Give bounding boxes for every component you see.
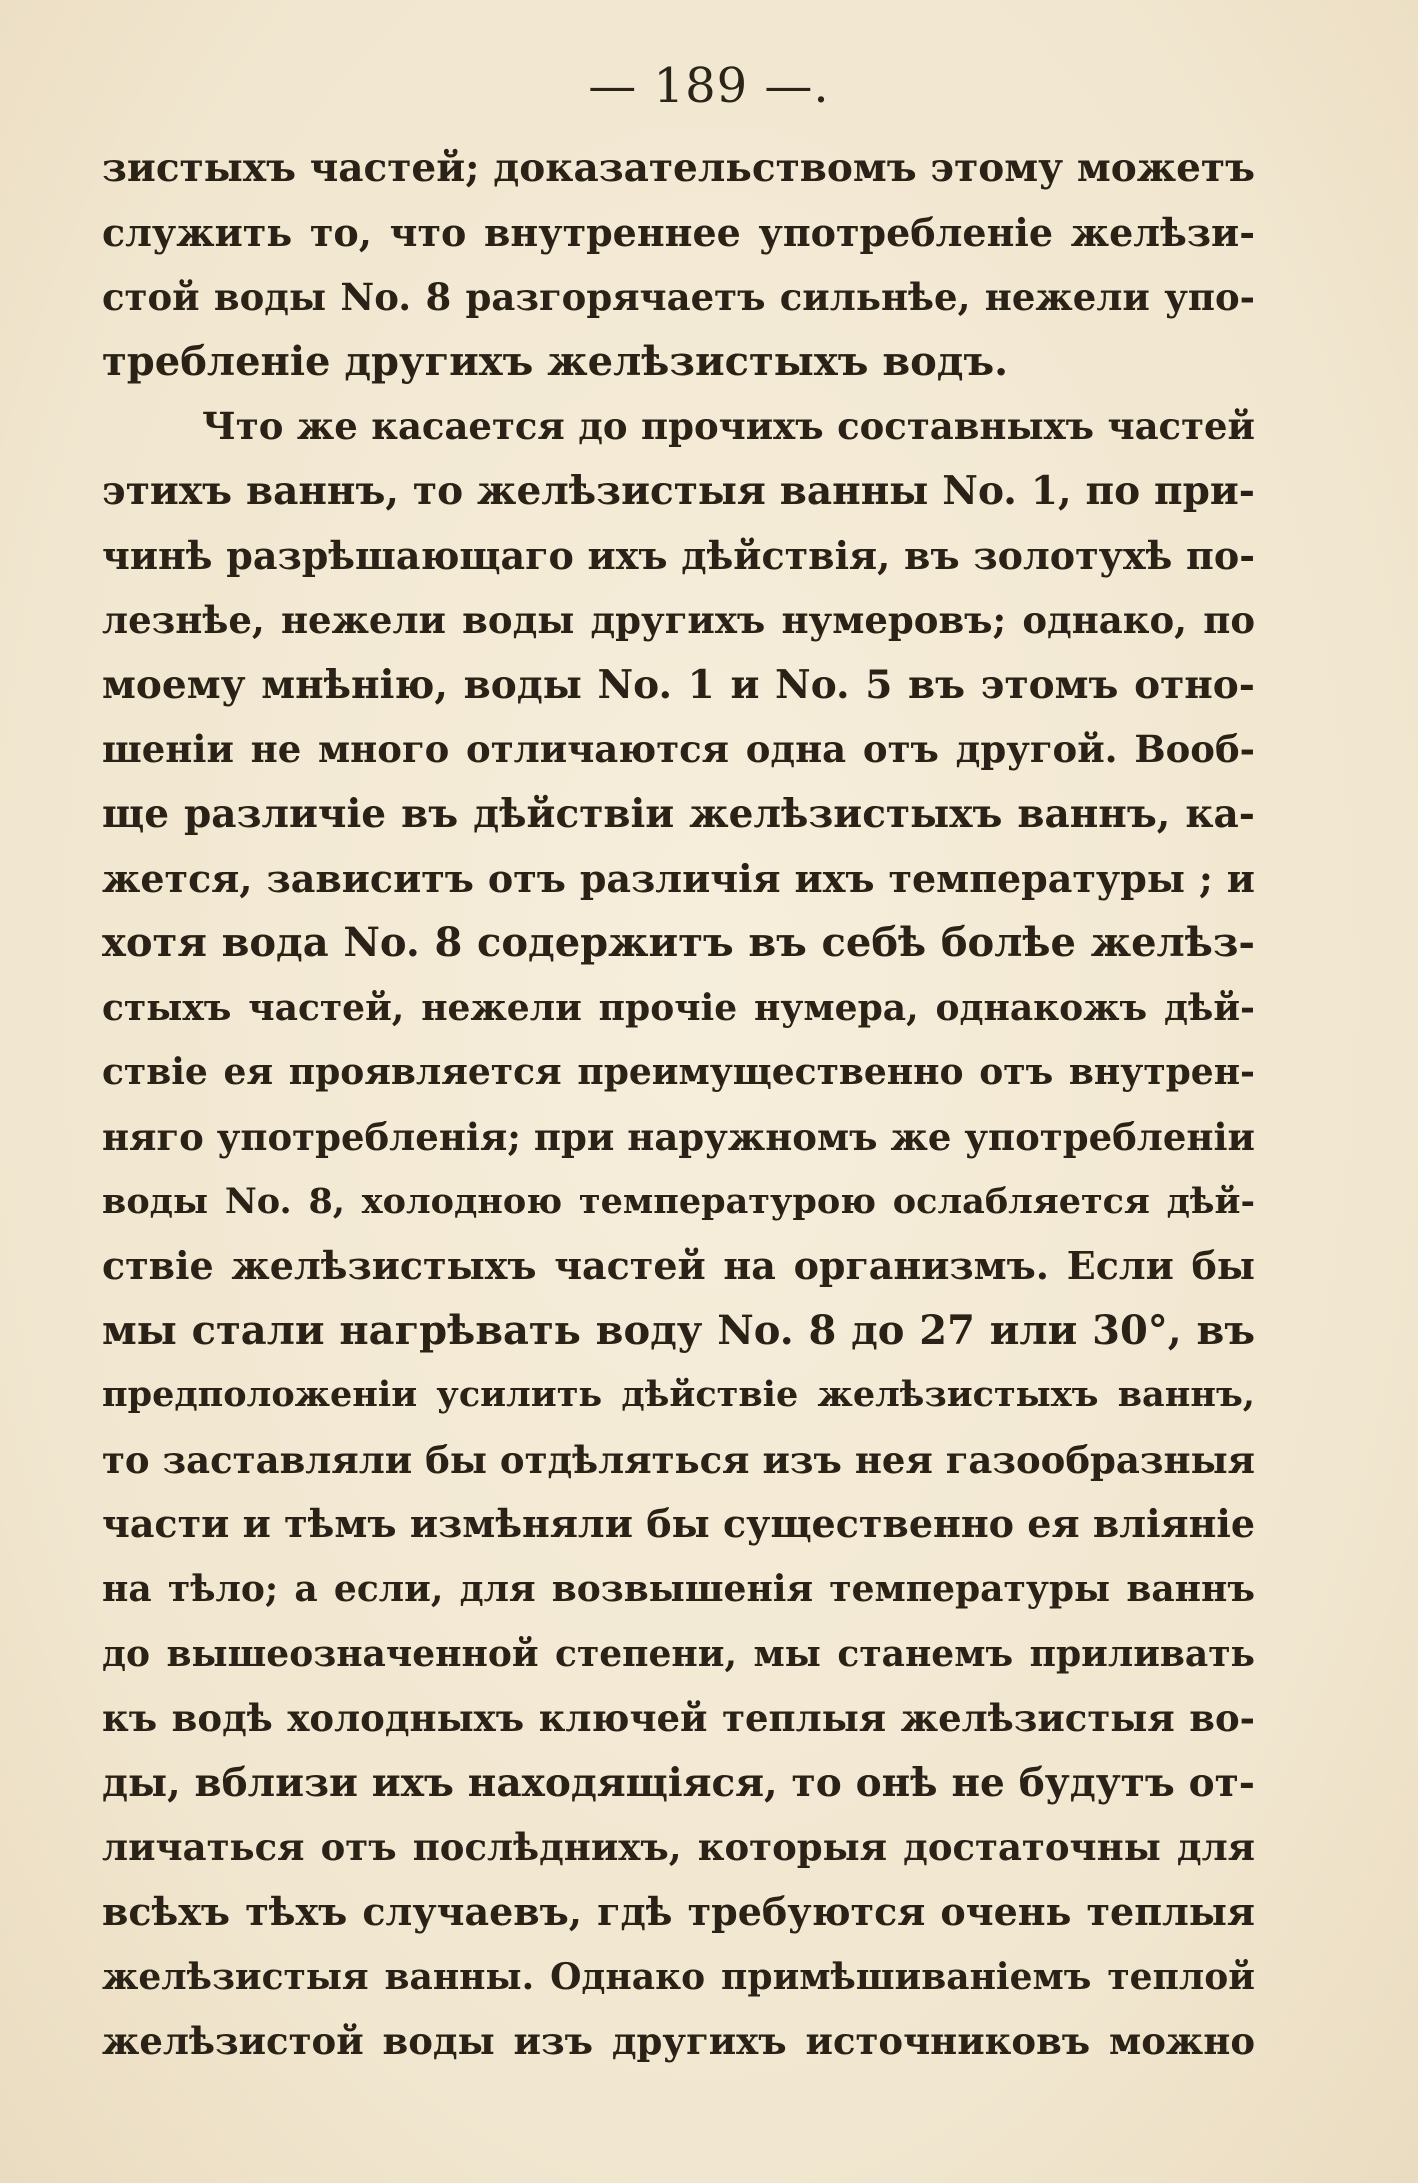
text-line: мы стали нагрѣвать воду No. 8 до 27 или 30°, въ: [102, 1306, 1255, 1354]
text-line: чинѣ разрѣшающаго ихъ дѣйствія, въ золотухѣ по-: [102, 532, 1255, 578]
text-line: части и тѣмъ измѣняли бы существенно ея вліяніе: [102, 1501, 1255, 1547]
text-line: ды, вблизи ихъ находящіяся, то онѣ не будутъ от-: [102, 1759, 1255, 1806]
body-text: [102, 136, 1255, 2074]
text-line: до вышеозначенной степени, мы станемъ приливать: [102, 1632, 1255, 1675]
text-line: ствіе ея проявляется преимущественно отъ внутрен-: [102, 1051, 1255, 1094]
text-line: ствіе желѣзистыхъ частей на организмъ. Если бы: [102, 1243, 1255, 1289]
text-line: служить то, что внутреннее употребленіе желѣзи-: [102, 209, 1255, 255]
text-line: моему мнѣнію, воды No. 1 и No. 5 въ этомъ отно-: [102, 661, 1255, 708]
text-line: всѣхъ тѣхъ случаевъ, гдѣ требуются очень теплыя: [102, 1889, 1255, 1935]
page-number: — 189 —.: [588, 58, 830, 114]
text-line: ще различіе въ дѣйствіи желѣзистыхъ ваннъ, ка-: [102, 790, 1255, 837]
text-line: зистыхъ частей; доказательствомъ этому можетъ: [102, 145, 1255, 191]
text-line: къ водѣ холодныхъ ключей теплыя желѣзистыя во-: [102, 1696, 1255, 1741]
text-line: хотя вода No. 8 содержитъ въ себѣ болѣе желѣз-: [102, 919, 1255, 967]
text-line: шеніи не много отличаются одна отъ другой. Вооб-: [102, 727, 1255, 772]
text-line: няго употребленія; при наружномъ же употребленіи: [102, 1114, 1255, 1159]
text-line: стыхъ частей, нежели прочіе нумера, однакожъ дѣй-: [102, 986, 1255, 1029]
text-line: жется, зависитъ отъ различія ихъ температуры ; и: [102, 855, 1255, 901]
text-line: Что же касается до прочихъ составныхъ частей: [202, 404, 1255, 449]
text-line: предположеніи усилить дѣйствіе желѣзистыхъ ваннъ,: [102, 1374, 1255, 1416]
text-line: лезнѣе, нежели воды другихъ нумеровъ; однако, по: [102, 598, 1255, 643]
text-line: этихъ ваннъ, то желѣзистыя ванны No. 1, по при-: [102, 467, 1255, 514]
text-line: личаться отъ послѣднихъ, которыя достаточны для: [102, 1825, 1255, 1870]
text-line: желѣзистой воды изъ другихъ источниковъ можно: [102, 2019, 1255, 2064]
text-line: стой воды No. 8 разгорячаетъ сильнѣе, нежели упо-: [102, 275, 1255, 320]
text-line: требленіе другихъ желѣзистыхъ водъ.: [102, 337, 1009, 385]
text-line: желѣзистыя ванны. Однако примѣшиваніемъ теплой: [102, 1955, 1255, 1998]
text-line: воды No. 8, холодною температурою ослабляется дѣй-: [102, 1180, 1255, 1222]
text-line: то заставляли бы отдѣляться изъ нея газообразныя: [102, 1437, 1255, 1482]
text-line: на тѣло; а если, для возвышенія температуры ваннъ: [102, 1568, 1255, 1611]
